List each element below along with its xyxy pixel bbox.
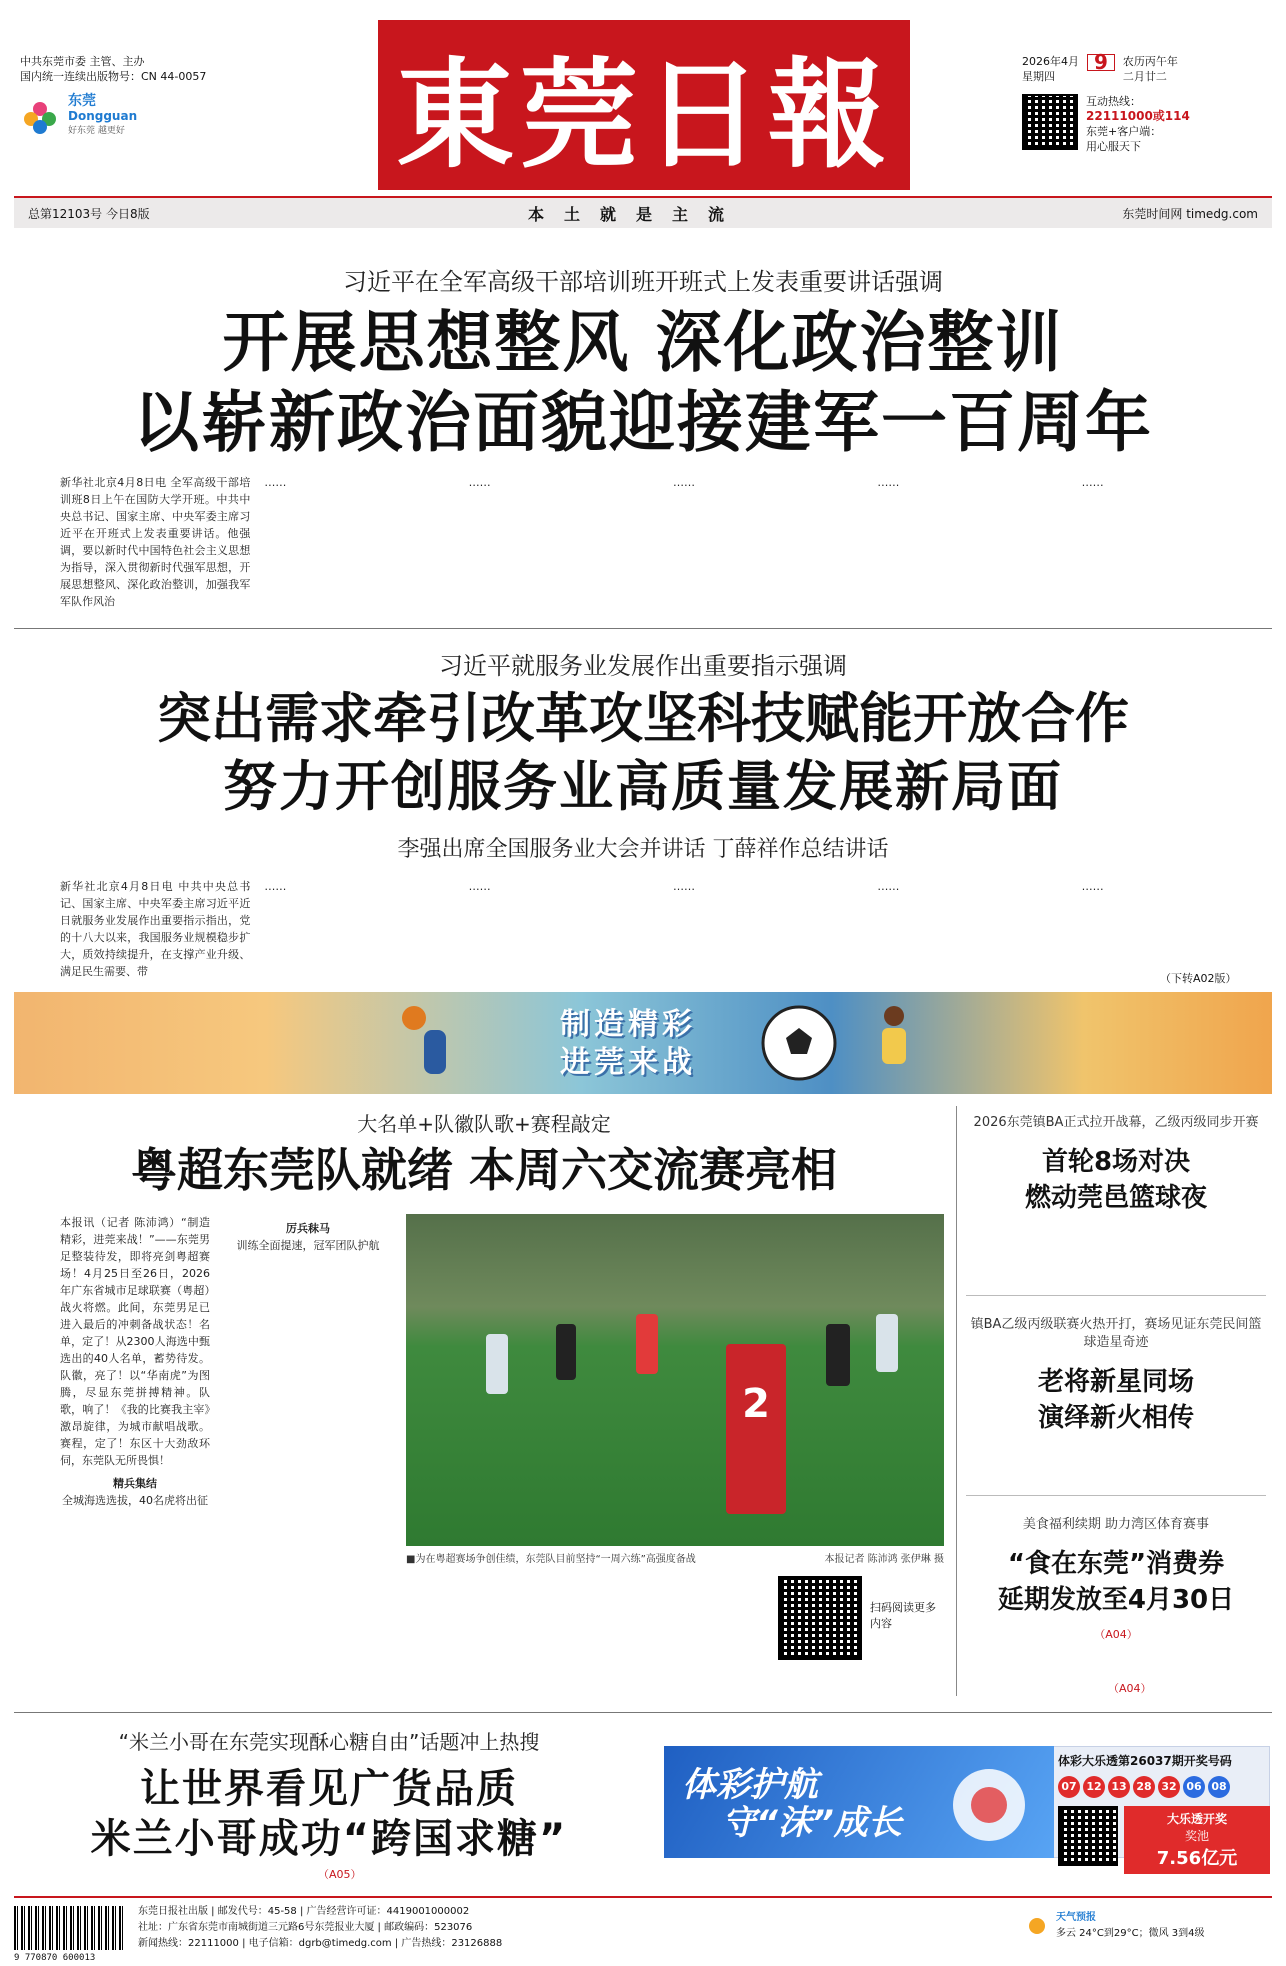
sidebar-kicker: 2026东莞镇BA正式拉开战幕，乙级丙级同步开赛 — [973, 1115, 1259, 1130]
cn-number: 国内统一连续出版物号：CN 44-0057 — [20, 70, 207, 83]
player-figure — [486, 1334, 508, 1394]
sports-col-3 — [406, 1572, 596, 1690]
lunar-year: 农历丙午年 — [1122, 55, 1178, 68]
story2-col-5: …… — [877, 880, 900, 893]
player-number-2: 2 — [726, 1344, 786, 1514]
barcode — [14, 1906, 124, 1950]
sports-col-2-subhead: 厉兵秣马 — [286, 1222, 330, 1235]
sidebar-kicker: 镇BA乙级丙级联赛火热开打，赛场见证东莞民间篮球造星奇迹 — [970, 1317, 1262, 1350]
red-ball: 07 — [1058, 1776, 1080, 1798]
sports-jump[interactable]: （A04） — [1108, 1682, 1152, 1695]
story2-col-4: …… — [672, 880, 695, 893]
sidebar-headline: 延期发放至4月30日 — [997, 1585, 1235, 1615]
barcode-number: 9 770870 600013 — [14, 1953, 96, 1963]
qr-label: 扫码阅读更多内容 — [870, 1601, 936, 1630]
lottery-ad[interactable] — [664, 1746, 1054, 1858]
red-ball: 28 — [1133, 1776, 1155, 1798]
sidebar-headline: 老将新星同场 — [1037, 1367, 1194, 1397]
lottery-balls — [1058, 1775, 1270, 1798]
photo-caption: ■为在粤超赛场争创佳绩，东莞队目前坚持“一周六练”高强度备战 — [406, 1554, 696, 1565]
app-note: 用心服天下 — [1086, 140, 1141, 153]
story1-col-3: …… — [468, 476, 491, 489]
city-logo-cn: 东莞 — [68, 93, 96, 109]
jackpot-value: 7.56亿元 — [1156, 1848, 1238, 1869]
story2-col-1: 新华社北京4月8日电 中共中央总书记、国家主席、中央军委主席习近平近日就服务业发展作出重要指示指出，党的十八大以来，我国服务业规模稳步扩大，质效持续提升，在支撑产业升级、满足民生需要、带 — [60, 880, 251, 978]
sidebar-headline: 首轮8场对决 — [1041, 1147, 1191, 1177]
sports-col-2-subhead-text: 训练全面提速，冠军团队护航 — [236, 1239, 380, 1252]
banner-line-2: 进莞来战 — [560, 1045, 696, 1080]
lunar-day: 二月廿二 — [1122, 70, 1167, 83]
lottery-qr-code[interactable] — [1058, 1806, 1118, 1866]
weather-tag: 天气预报 — [1056, 1912, 1096, 1923]
banner-line-1: 制造精彩 — [560, 1007, 696, 1042]
masthead-right — [1022, 50, 1272, 154]
lottery-results — [1058, 1752, 1270, 1874]
photo-credit: 本报记者 陈沛鸿 张伊琳 摄 — [824, 1554, 944, 1565]
story2-jump[interactable]: （下转A02版） — [1160, 972, 1237, 985]
sidebar-item[interactable] — [966, 1496, 1266, 1686]
sports-col-1 — [60, 1214, 210, 1634]
player-figure — [826, 1324, 850, 1386]
sports-col-1-text: 本报讯（记者 陈沛鸿）“制造精彩，进莞来战！”——东莞男足整装待发，即将亮剑粤超赛场！4月25日至26日，2026年广东省城市足球联赛（粤超）战火将燃。此间，东莞男足已进入最后的冲刺备战状态！名单，定了！从2300人海选中甄选出的40人名单，蓄势待发。队徽，亮了！以“华南虎”为图腾，尽显东莞拼搏精神。队歌，响了！《我的比赛我主宰》激昂旋律，为城市献唱战歌。赛程，定了！东区十大劲敌环伺，东莞队无所畏惧！ — [60, 1216, 210, 1467]
footer — [14, 1896, 1272, 1963]
hotline-label: 互动热线： — [1086, 95, 1141, 108]
sports-banner-title — [560, 1006, 696, 1082]
slogan-text: 本土就是主流 — [528, 204, 745, 224]
story2-subhead: 李强出席全国服务业大会并讲话 丁薛祥作总结讲话 — [397, 837, 889, 862]
city-logo-en: Dongguan — [68, 109, 138, 123]
issue-number: 总第12103号 今日8版 — [28, 206, 150, 221]
story1-kicker: 习近平在全军高级干部培训班开班式上发表重要讲话强调 — [343, 268, 943, 296]
weather-text: 多云 24°C到29°C；微风 3到4级 — [1056, 1928, 1205, 1939]
story2-kicker: 习近平就服务业发展作出重要指示强调 — [439, 652, 847, 680]
footer-line-3: 新闻热线：22111000 | 电子信箱：dgrb@timedg.com | 广告热线：23126888 — [138, 1938, 503, 1949]
bottom-jump[interactable]: （A05） — [318, 1868, 362, 1881]
story2-col-3: …… — [468, 880, 491, 893]
sports-kicker: 大名单+队徽队歌+赛程敲定 — [357, 1112, 611, 1136]
sidebar — [966, 1106, 1266, 1686]
sidebar-headline: 燃动莞邑篮球夜 — [1024, 1183, 1207, 1213]
city-logo-tag: 好东莞 越更好 — [68, 126, 125, 136]
jackpot-label: 大乐透开奖 — [1166, 1812, 1227, 1826]
sidebar-headline: “食在东莞”消费券 — [1007, 1549, 1225, 1579]
masthead-left — [20, 54, 260, 139]
sidebar-divider — [956, 1106, 957, 1696]
city-logo — [20, 94, 260, 139]
story1-body — [60, 474, 1272, 610]
sidebar-kicker: 美食福利续期 助力湾区体育赛事 — [1022, 1517, 1210, 1532]
sports-col-1-subhead-text: 全城海选选拔，40名虎将出征 — [62, 1494, 208, 1507]
footer-line-1: 东莞日报社出版 | 邮发代号：45-58 | 广告经营许可证：4419001000002 — [138, 1906, 470, 1917]
blue-ball: 06 — [1183, 1776, 1205, 1798]
app-label: 东莞+客户端： — [1086, 125, 1162, 138]
story1-col-1: 新华社北京4月8日电 全军高级干部培训班8日上午在国防大学开班。中共中央总书记、国家主席、中央军委主席习近平在开班式上发表重要讲话。他强调，要以新时代中国特色社会主义思想为指导，深入贯彻新时代强军思想，开展思想整风、深化政治整训，加强我军军队作风治 — [60, 476, 251, 608]
jackpot-box — [1124, 1806, 1270, 1874]
story1-headline-2: 以崭新政治面貌迎接建军一百周年 — [133, 384, 1153, 461]
sidebar-item[interactable] — [966, 1296, 1266, 1496]
lottery-title: 体彩大乐透第26037期开奖号码 — [1058, 1754, 1232, 1768]
story1-col-6: …… — [1081, 476, 1104, 489]
story2-body — [60, 878, 1272, 978]
sports-photo — [406, 1214, 944, 1546]
player-figure — [636, 1314, 658, 1374]
footer-line-2: 社址：广东省东莞市南城街道三元路6号东莞报业大厦 | 邮政编码：523076 — [138, 1922, 473, 1933]
date-block — [1022, 50, 1272, 84]
sports-col-3-text — [406, 1572, 596, 1690]
hotline-value: 22111000或114 — [1086, 109, 1190, 123]
story1-col-5: …… — [877, 476, 900, 489]
site-link[interactable]: 东莞时间网 timedg.com — [1122, 206, 1258, 221]
bottom-headline-1: 让世界看见广货品质 — [140, 1766, 518, 1812]
sports-col-4-text — [606, 1572, 768, 1690]
player-figure — [876, 1314, 898, 1372]
sponsor-text: 中共东莞市委 主管、主办 — [20, 55, 145, 68]
sidebar-headline: 演绎新火相传 — [1037, 1403, 1194, 1433]
story1-col-2: …… — [264, 476, 287, 489]
soccer-player-icon — [854, 1002, 934, 1092]
sports-headline: 粤超东莞队就绪 本周六交流赛亮相 — [130, 1143, 837, 1197]
soccer-ball-icon — [754, 998, 844, 1088]
divider — [14, 628, 1272, 629]
weather-sun-icon — [1024, 1913, 1050, 1939]
red-ball: 12 — [1083, 1776, 1105, 1798]
red-ball: 13 — [1108, 1776, 1130, 1798]
story2-headline-2: 努力开创服务业高质量发展新局面 — [223, 755, 1063, 818]
blue-ball: 08 — [1208, 1776, 1230, 1798]
bottom-kicker: “米兰小哥在东莞实现酥心糖自由”话题冲上热搜 — [118, 1730, 540, 1754]
sports-qr-code[interactable] — [778, 1576, 862, 1660]
newspaper-logo: 東莞日報 — [378, 20, 910, 190]
ad-line-1: 体彩护航 — [682, 1765, 818, 1805]
story2-col-2: …… — [264, 880, 287, 893]
divider — [14, 1712, 1272, 1713]
story2-headline-1: 突出需求牵引改革攻坚科技赋能开放合作 — [157, 687, 1129, 750]
sports-col-4 — [606, 1572, 768, 1690]
jackpot-sub: 奖池 — [1184, 1829, 1209, 1843]
sports-col-1-subhead: 精兵集结 — [113, 1477, 157, 1490]
day-number: 9 — [1087, 54, 1115, 71]
story1-headline-1: 开展思想整风 深化政治整训 — [222, 304, 1064, 381]
sidebar-jump[interactable]: （A04） — [1094, 1628, 1138, 1641]
basketball-player-icon — [384, 1000, 474, 1090]
mascot-icon — [944, 1760, 1034, 1850]
date-text: 2026年4月 — [1022, 55, 1079, 68]
player-figure — [556, 1324, 576, 1380]
red-ball: 32 — [1158, 1776, 1180, 1798]
slogan-bar — [14, 196, 1272, 228]
masthead-qr-code[interactable] — [1022, 94, 1078, 150]
story1-col-4: …… — [672, 476, 695, 489]
sports-col-2 — [220, 1214, 396, 1634]
story2-col-6: …… — [1081, 880, 1104, 893]
ad-line-2: 守“沫”成长 — [722, 1803, 902, 1843]
bottom-headline-2: 米兰小哥成功“跨国求糖” — [90, 1816, 568, 1862]
dongguan-flower-icon — [20, 97, 60, 137]
weekday-text: 星期四 — [1022, 70, 1055, 83]
sidebar-item[interactable] — [966, 1106, 1266, 1296]
